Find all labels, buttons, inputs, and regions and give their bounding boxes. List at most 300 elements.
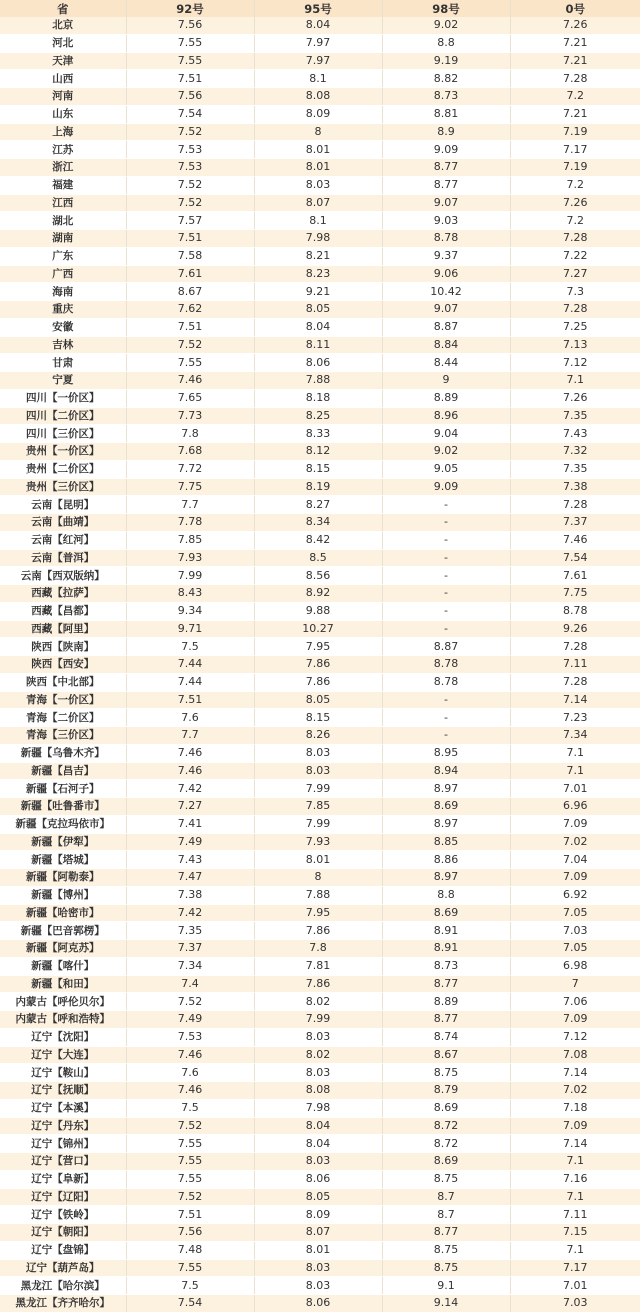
cell-92: 8.43 <box>126 585 254 603</box>
cell-province: 四川【三价区】 <box>0 425 126 443</box>
cell-98: 9.03 <box>382 212 510 230</box>
table-row <box>0 869 640 887</box>
cell-diesel-0: 7.06 <box>510 993 640 1011</box>
cell-98: 8.44 <box>382 354 510 372</box>
cell-95: 8.04 <box>254 318 382 336</box>
table-row <box>0 1153 640 1171</box>
cell-95: 7.86 <box>254 656 382 674</box>
cell-98: 8.85 <box>382 833 510 851</box>
table-row <box>0 159 640 177</box>
table-row <box>0 922 640 940</box>
cell-diesel-0: 7.27 <box>510 265 640 283</box>
cell-province: 江苏 <box>0 141 126 159</box>
cell-province: 新疆【和田】 <box>0 975 126 993</box>
table-row <box>0 514 640 532</box>
cell-province: 云南【普洱】 <box>0 549 126 567</box>
cell-98: - <box>382 531 510 549</box>
header-98: 98号 <box>382 0 510 17</box>
cell-diesel-0: 7.15 <box>510 1224 640 1242</box>
cell-95: 8.15 <box>254 460 382 478</box>
table-row <box>0 105 640 123</box>
cell-95: 7.81 <box>254 957 382 975</box>
cell-98: 9.09 <box>382 478 510 496</box>
cell-92: 7.55 <box>126 1153 254 1171</box>
cell-province: 新疆【巴音郭楞】 <box>0 922 126 940</box>
header-row <box>0 0 640 17</box>
table-row <box>0 354 640 372</box>
cell-diesel-0: 7.09 <box>510 815 640 833</box>
cell-98: 9.1 <box>382 1277 510 1295</box>
cell-province: 广西 <box>0 265 126 283</box>
cell-province: 浙江 <box>0 159 126 177</box>
table-row <box>0 478 640 496</box>
table-row <box>0 762 640 780</box>
cell-92: 7.52 <box>126 176 254 194</box>
cell-92: 7.65 <box>126 389 254 407</box>
cell-98: 8.81 <box>382 105 510 123</box>
table-row <box>0 1170 640 1188</box>
cell-diesel-0: 7.43 <box>510 425 640 443</box>
table-row <box>0 1082 640 1100</box>
cell-diesel-0: 7.14 <box>510 1135 640 1153</box>
cell-province: 辽宁【沈阳】 <box>0 1028 126 1046</box>
cell-92: 7.51 <box>126 1206 254 1224</box>
cell-92: 7.49 <box>126 833 254 851</box>
cell-95: 8.19 <box>254 478 382 496</box>
cell-92: 7.54 <box>126 105 254 123</box>
cell-95: 7.97 <box>254 34 382 52</box>
cell-province: 四川【二价区】 <box>0 407 126 425</box>
cell-province: 青海【二价区】 <box>0 709 126 727</box>
cell-95: 7.95 <box>254 904 382 922</box>
cell-province: 辽宁【鞍山】 <box>0 1064 126 1082</box>
cell-98: 8.75 <box>382 1064 510 1082</box>
cell-98: 8.82 <box>382 70 510 88</box>
cell-diesel-0: 9.26 <box>510 620 640 638</box>
cell-province: 辽宁【大连】 <box>0 1046 126 1064</box>
cell-province: 云南【曲靖】 <box>0 514 126 532</box>
cell-92: 7.58 <box>126 247 254 265</box>
cell-diesel-0: 7.05 <box>510 940 640 958</box>
cell-95: 7.95 <box>254 638 382 656</box>
cell-98: 8.79 <box>382 1082 510 1100</box>
cell-95: 8.07 <box>254 194 382 212</box>
cell-92: 7.51 <box>126 230 254 248</box>
table-row <box>0 833 640 851</box>
cell-92: 7.55 <box>126 354 254 372</box>
cell-province: 新疆【伊犁】 <box>0 833 126 851</box>
header-diesel-0: 0号 <box>510 0 640 17</box>
table-row <box>0 620 640 638</box>
cell-92: 9.71 <box>126 620 254 638</box>
table-row <box>0 585 640 603</box>
table-row <box>0 389 640 407</box>
table-row <box>0 194 640 212</box>
cell-diesel-0: 7.03 <box>510 1295 640 1313</box>
cell-diesel-0: 7.12 <box>510 354 640 372</box>
cell-92: 7.61 <box>126 265 254 283</box>
table-row <box>0 1206 640 1224</box>
cell-95: 8.56 <box>254 567 382 585</box>
cell-diesel-0: 7.17 <box>510 141 640 159</box>
cell-98: 8.67 <box>382 1046 510 1064</box>
cell-98: 9.06 <box>382 265 510 283</box>
cell-95: 7.99 <box>254 780 382 798</box>
cell-province: 新疆【克拉玛依市】 <box>0 815 126 833</box>
cell-98: 8.77 <box>382 1011 510 1029</box>
table-row <box>0 318 640 336</box>
table-row <box>0 1277 640 1295</box>
cell-95: 7.85 <box>254 798 382 816</box>
table-row <box>0 851 640 869</box>
cell-98: 8.97 <box>382 869 510 887</box>
cell-diesel-0: 7.09 <box>510 1011 640 1029</box>
cell-98: 8.73 <box>382 88 510 106</box>
table-header <box>0 0 640 17</box>
cell-province: 贵州【三价区】 <box>0 478 126 496</box>
cell-diesel-0: 7.54 <box>510 549 640 567</box>
cell-diesel-0: 7.75 <box>510 585 640 603</box>
cell-98: 9.02 <box>382 17 510 34</box>
cell-diesel-0: 7.37 <box>510 514 640 532</box>
cell-95: 7.8 <box>254 940 382 958</box>
cell-province: 新疆【塔城】 <box>0 851 126 869</box>
cell-95: 7.98 <box>254 1099 382 1117</box>
table-row <box>0 886 640 904</box>
cell-95: 8.06 <box>254 1170 382 1188</box>
cell-95: 8.11 <box>254 336 382 354</box>
table-row <box>0 212 640 230</box>
table-row <box>0 88 640 106</box>
cell-95: 8.25 <box>254 407 382 425</box>
table-row <box>0 1117 640 1135</box>
cell-92: 7.27 <box>126 798 254 816</box>
cell-diesel-0: 7.17 <box>510 1259 640 1277</box>
cell-diesel-0: 7.32 <box>510 443 640 461</box>
cell-92: 7.85 <box>126 531 254 549</box>
cell-province: 青海【三价区】 <box>0 727 126 745</box>
cell-95: 8.08 <box>254 1082 382 1100</box>
cell-92: 7.52 <box>126 123 254 141</box>
cell-province: 贵州【二价区】 <box>0 460 126 478</box>
cell-province: 河南 <box>0 88 126 106</box>
cell-diesel-0: 7.21 <box>510 105 640 123</box>
cell-98: 8.7 <box>382 1188 510 1206</box>
cell-92: 7.46 <box>126 1082 254 1100</box>
cell-diesel-0: 7.03 <box>510 922 640 940</box>
cell-diesel-0: 7.02 <box>510 833 640 851</box>
cell-98: 9.07 <box>382 301 510 319</box>
cell-95: 8.1 <box>254 70 382 88</box>
table-row <box>0 52 640 70</box>
cell-province: 陕西【西安】 <box>0 656 126 674</box>
cell-92: 7.54 <box>126 1295 254 1313</box>
cell-province: 江西 <box>0 194 126 212</box>
cell-province: 甘肃 <box>0 354 126 372</box>
cell-95: 7.88 <box>254 886 382 904</box>
cell-diesel-0: 7.28 <box>510 673 640 691</box>
cell-diesel-0: 7.2 <box>510 176 640 194</box>
cell-province: 新疆【阿克苏】 <box>0 940 126 958</box>
cell-92: 7.55 <box>126 1259 254 1277</box>
cell-province: 湖北 <box>0 212 126 230</box>
cell-province: 新疆【阿勒泰】 <box>0 869 126 887</box>
cell-diesel-0: 7.28 <box>510 638 640 656</box>
cell-province: 天津 <box>0 52 126 70</box>
cell-98: 9.09 <box>382 141 510 159</box>
cell-92: 7.41 <box>126 815 254 833</box>
cell-province: 四川【一价区】 <box>0 389 126 407</box>
cell-98: 8.69 <box>382 1153 510 1171</box>
cell-92: 7.7 <box>126 496 254 514</box>
cell-diesel-0: 7.35 <box>510 460 640 478</box>
cell-95: 8.34 <box>254 514 382 532</box>
cell-diesel-0: 7.28 <box>510 70 640 88</box>
cell-diesel-0: 7.13 <box>510 336 640 354</box>
cell-98: 8.87 <box>382 638 510 656</box>
cell-98: 8.87 <box>382 318 510 336</box>
table-row <box>0 1099 640 1117</box>
cell-98: 10.42 <box>382 283 510 301</box>
cell-98: 8.75 <box>382 1241 510 1259</box>
cell-95: 8.02 <box>254 1046 382 1064</box>
cell-province: 辽宁【盘锦】 <box>0 1241 126 1259</box>
cell-diesel-0: 7.14 <box>510 1064 640 1082</box>
table-row <box>0 638 640 656</box>
cell-diesel-0: 7.1 <box>510 1241 640 1259</box>
cell-diesel-0: 6.96 <box>510 798 640 816</box>
table-row <box>0 993 640 1011</box>
cell-province: 西藏【昌都】 <box>0 602 126 620</box>
cell-diesel-0: 7.19 <box>510 159 640 177</box>
cell-95: 8 <box>254 869 382 887</box>
cell-95: 8.01 <box>254 851 382 869</box>
cell-98: 8.89 <box>382 993 510 1011</box>
cell-province: 辽宁【辽阳】 <box>0 1188 126 1206</box>
table-row <box>0 656 640 674</box>
cell-92: 7.8 <box>126 425 254 443</box>
cell-92: 7.62 <box>126 301 254 319</box>
cell-98: - <box>382 549 510 567</box>
cell-95: 9.21 <box>254 283 382 301</box>
cell-95: 8.03 <box>254 176 382 194</box>
table-row <box>0 123 640 141</box>
cell-98: 8.97 <box>382 780 510 798</box>
table-row <box>0 815 640 833</box>
cell-95: 8.09 <box>254 105 382 123</box>
cell-diesel-0: 7.38 <box>510 478 640 496</box>
cell-province: 海南 <box>0 283 126 301</box>
cell-92: 7.56 <box>126 88 254 106</box>
table-row <box>0 709 640 727</box>
table-row <box>0 283 640 301</box>
cell-diesel-0: 7.35 <box>510 407 640 425</box>
table-row <box>0 70 640 88</box>
cell-98: 8.75 <box>382 1170 510 1188</box>
table-row <box>0 301 640 319</box>
cell-98: 9.37 <box>382 247 510 265</box>
table-row <box>0 460 640 478</box>
cell-province: 贵州【一价区】 <box>0 443 126 461</box>
cell-92: 7.52 <box>126 993 254 1011</box>
cell-92: 7.34 <box>126 957 254 975</box>
cell-diesel-0: 7.2 <box>510 212 640 230</box>
cell-95: 8.12 <box>254 443 382 461</box>
cell-province: 上海 <box>0 123 126 141</box>
cell-92: 7.5 <box>126 1099 254 1117</box>
cell-92: 8.67 <box>126 283 254 301</box>
cell-diesel-0: 7.26 <box>510 17 640 34</box>
cell-95: 8.18 <box>254 389 382 407</box>
cell-92: 7.46 <box>126 744 254 762</box>
cell-95: 8.01 <box>254 1241 382 1259</box>
cell-95: 7.97 <box>254 52 382 70</box>
cell-95: 8.04 <box>254 17 382 34</box>
cell-98: 8.91 <box>382 940 510 958</box>
cell-province: 内蒙古【呼伦贝尔】 <box>0 993 126 1011</box>
cell-province: 辽宁【朝阳】 <box>0 1224 126 1242</box>
cell-98: - <box>382 585 510 603</box>
cell-95: 7.98 <box>254 230 382 248</box>
cell-diesel-0: 7.28 <box>510 230 640 248</box>
cell-98: 8.74 <box>382 1028 510 1046</box>
cell-98: 8.77 <box>382 975 510 993</box>
table-row <box>0 957 640 975</box>
cell-98: 8.94 <box>382 762 510 780</box>
cell-diesel-0: 7.08 <box>510 1046 640 1064</box>
cell-95: 10.27 <box>254 620 382 638</box>
cell-98: 8.72 <box>382 1117 510 1135</box>
table-row <box>0 549 640 567</box>
cell-province: 新疆【乌鲁木齐】 <box>0 744 126 762</box>
cell-95: 8.05 <box>254 301 382 319</box>
cell-92: 7.51 <box>126 691 254 709</box>
cell-95: 8.05 <box>254 691 382 709</box>
cell-95: 8.08 <box>254 88 382 106</box>
cell-92: 7.6 <box>126 1064 254 1082</box>
cell-98: 8.7 <box>382 1206 510 1224</box>
cell-diesel-0: 7.04 <box>510 851 640 869</box>
cell-92: 7.73 <box>126 407 254 425</box>
cell-92: 7.49 <box>126 1011 254 1029</box>
cell-98: 9.02 <box>382 443 510 461</box>
cell-92: 7.42 <box>126 904 254 922</box>
cell-92: 7.46 <box>126 762 254 780</box>
cell-diesel-0: 7.1 <box>510 1188 640 1206</box>
cell-diesel-0: 7.2 <box>510 88 640 106</box>
cell-diesel-0: 7.3 <box>510 283 640 301</box>
cell-province: 北京 <box>0 17 126 34</box>
table-row <box>0 443 640 461</box>
cell-98: - <box>382 602 510 620</box>
cell-98: 8.8 <box>382 886 510 904</box>
cell-diesel-0: 7.18 <box>510 1099 640 1117</box>
cell-95: 8.06 <box>254 354 382 372</box>
cell-92: 7.52 <box>126 194 254 212</box>
cell-diesel-0: 7.01 <box>510 780 640 798</box>
cell-95: 8.02 <box>254 993 382 1011</box>
cell-92: 7.5 <box>126 1277 254 1295</box>
table-row <box>0 567 640 585</box>
cell-98: 8.91 <box>382 922 510 940</box>
cell-province: 山东 <box>0 105 126 123</box>
cell-92: 7.93 <box>126 549 254 567</box>
cell-92: 7.55 <box>126 34 254 52</box>
cell-95: 7.88 <box>254 372 382 390</box>
cell-98: 9.14 <box>382 1295 510 1313</box>
cell-95: 8.21 <box>254 247 382 265</box>
cell-98: 8.72 <box>382 1135 510 1153</box>
cell-95: 8.92 <box>254 585 382 603</box>
cell-98: 8.69 <box>382 904 510 922</box>
cell-diesel-0: 7.19 <box>510 123 640 141</box>
cell-province: 西藏【阿里】 <box>0 620 126 638</box>
table-row <box>0 265 640 283</box>
cell-95: 8.42 <box>254 531 382 549</box>
cell-province: 新疆【博州】 <box>0 886 126 904</box>
cell-98: 8.86 <box>382 851 510 869</box>
cell-95: 8.03 <box>254 1028 382 1046</box>
cell-province: 陕西【中北部】 <box>0 673 126 691</box>
table-row <box>0 336 640 354</box>
cell-diesel-0: 7.28 <box>510 301 640 319</box>
cell-98: 9.04 <box>382 425 510 443</box>
cell-diesel-0: 7.01 <box>510 1277 640 1295</box>
cell-95: 7.86 <box>254 975 382 993</box>
cell-92: 7.56 <box>126 17 254 34</box>
cell-92: 7.51 <box>126 70 254 88</box>
table-row <box>0 1064 640 1082</box>
cell-98: - <box>382 727 510 745</box>
cell-95: 8.33 <box>254 425 382 443</box>
table-row <box>0 691 640 709</box>
table-row <box>0 602 640 620</box>
cell-province: 陕西【陕南】 <box>0 638 126 656</box>
cell-diesel-0: 7.1 <box>510 372 640 390</box>
cell-diesel-0: 7.16 <box>510 1170 640 1188</box>
cell-province: 新疆【哈密市】 <box>0 904 126 922</box>
cell-95: 8.03 <box>254 744 382 762</box>
table-row <box>0 34 640 52</box>
table-row <box>0 372 640 390</box>
cell-diesel-0: 7 <box>510 975 640 993</box>
cell-diesel-0: 7.22 <box>510 247 640 265</box>
cell-diesel-0: 7.14 <box>510 691 640 709</box>
cell-92: 7.75 <box>126 478 254 496</box>
cell-92: 7.46 <box>126 1046 254 1064</box>
cell-98: 8.73 <box>382 957 510 975</box>
cell-92: 7.57 <box>126 212 254 230</box>
cell-98: 9.05 <box>382 460 510 478</box>
cell-province: 吉林 <box>0 336 126 354</box>
cell-diesel-0: 7.1 <box>510 744 640 762</box>
cell-92: 7.47 <box>126 869 254 887</box>
cell-95: 8.03 <box>254 1153 382 1171</box>
cell-diesel-0: 7.46 <box>510 531 640 549</box>
cell-95: 8.27 <box>254 496 382 514</box>
cell-95: 8.26 <box>254 727 382 745</box>
cell-province: 辽宁【营口】 <box>0 1153 126 1171</box>
cell-92: 7.52 <box>126 1117 254 1135</box>
table-row <box>0 1224 640 1242</box>
table-row <box>0 904 640 922</box>
cell-98: 8.84 <box>382 336 510 354</box>
cell-diesel-0: 7.02 <box>510 1082 640 1100</box>
table-row <box>0 780 640 798</box>
cell-diesel-0: 7.28 <box>510 496 640 514</box>
table-body <box>0 17 640 1312</box>
cell-92: 7.56 <box>126 1224 254 1242</box>
